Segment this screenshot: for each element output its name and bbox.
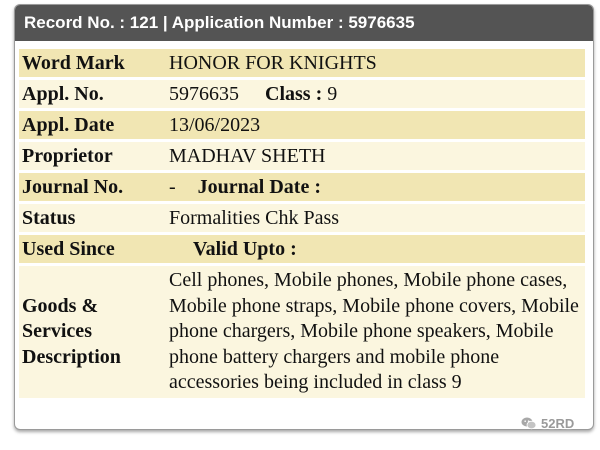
journal-no-value: -	[169, 175, 176, 198]
valid-upto-label: Valid Upto :	[193, 237, 297, 260]
appl-date-value: 13/06/2023	[165, 111, 585, 139]
proprietor-label: Proprietor	[19, 142, 165, 170]
class-label: Class :	[265, 82, 323, 105]
trademark-record-panel	[14, 4, 594, 430]
record-header: Record No. : 121 | Application Number : 5976635	[15, 5, 593, 41]
appl-no-cell	[165, 80, 585, 108]
appl-no-label: Appl. No.	[19, 80, 165, 108]
table-row-status	[19, 204, 585, 232]
table-row-word-mark	[19, 49, 585, 77]
wechat-icon	[521, 417, 537, 430]
status-label: Status	[19, 204, 165, 232]
record-details-table	[19, 46, 585, 401]
class-value: 9	[327, 82, 338, 105]
goods-services-label	[19, 266, 165, 398]
word-mark-label: Word Mark	[19, 49, 165, 77]
used-since-cell	[165, 235, 585, 263]
table-row-goods-services	[19, 266, 585, 398]
appl-no-value: 5976635	[169, 82, 239, 105]
table-row-appl-date	[19, 111, 585, 139]
watermark	[521, 416, 574, 431]
goods-label-line2: Services	[22, 320, 92, 342]
table-row-proprietor	[19, 142, 585, 170]
proprietor-value: MADHAV SHETH	[165, 142, 585, 170]
journal-date-label: Journal Date :	[197, 175, 321, 198]
journal-cell	[165, 173, 585, 201]
word-mark-value: HONOR FOR KNIGHTS	[165, 49, 585, 77]
table-row-appl-no	[19, 80, 585, 108]
appl-date-label: Appl. Date	[19, 111, 165, 139]
watermark-text: 52RD	[541, 416, 575, 431]
goods-label-line3: Description	[22, 345, 121, 368]
table-row-used-since	[19, 235, 585, 263]
used-since-label: Used Since	[19, 235, 165, 263]
goods-label-line1: Goods &	[22, 294, 99, 317]
status-value: Formalities Chk Pass	[165, 204, 585, 232]
journal-no-label: Journal No.	[19, 173, 165, 201]
goods-services-value: Cell phones, Mobile phones, Mobile phone cases, Mobile phone straps, Mobile phone covers, Mobile phone chargers, Mobile phone speakers, Mobile phone battery chargers and mobile phone accessories being included in class 9	[165, 266, 585, 398]
table-row-journal	[19, 173, 585, 201]
